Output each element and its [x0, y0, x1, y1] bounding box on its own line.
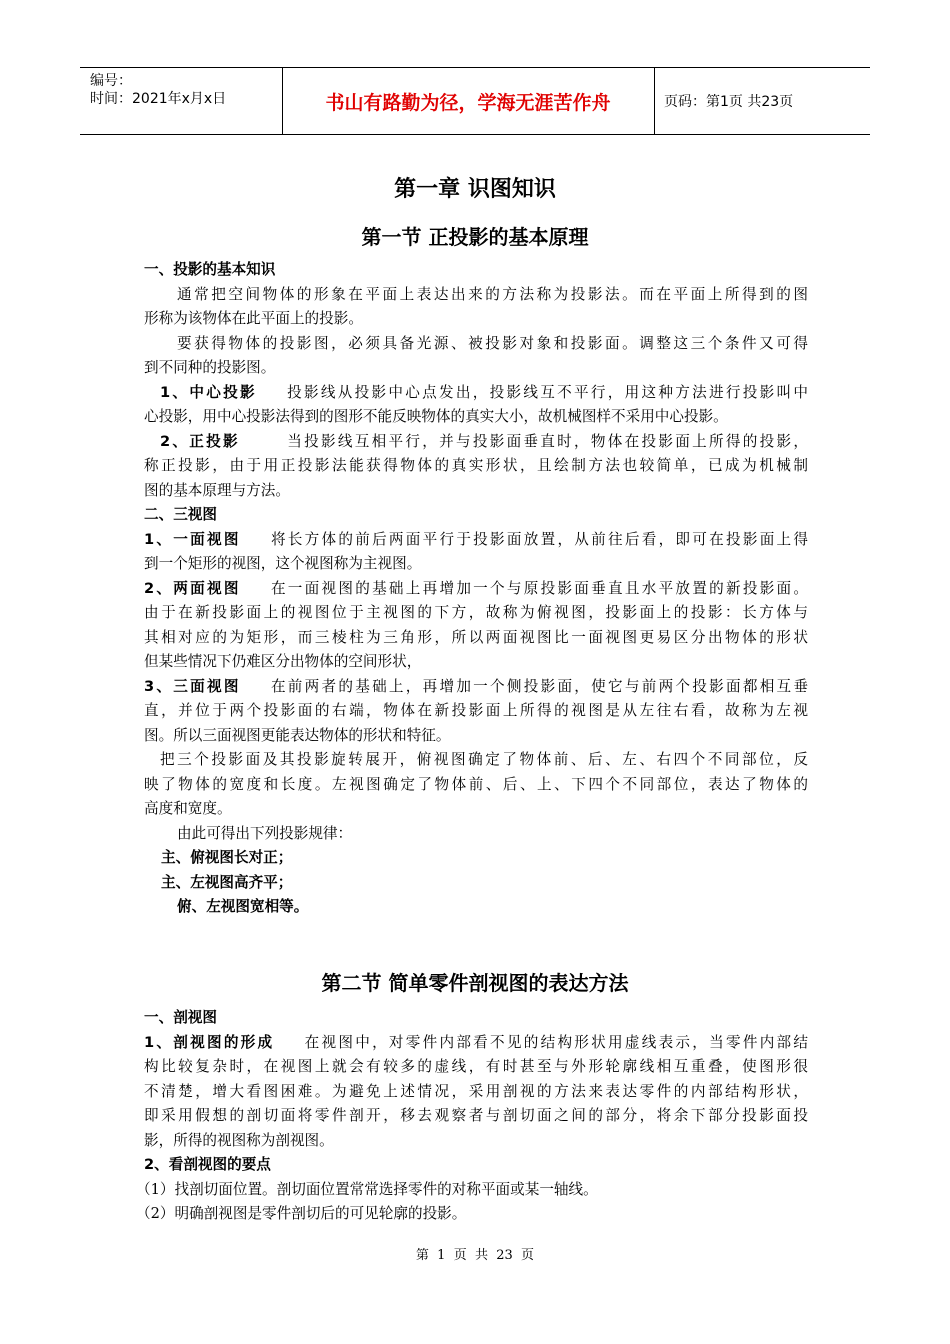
section-title: 第一节 正投影的基本原理	[361, 225, 589, 249]
page-header	[80, 67, 870, 135]
heading: 一、剖视图	[144, 1009, 217, 1026]
paragraph-line: 由于在新投影面上的视图位于主视图的下方，故称为俯视图，投影面上的投影：长方体与	[144, 604, 808, 621]
term-label: 1、一面视图	[144, 530, 241, 548]
chapter-title: 第一章 识图知识	[394, 177, 556, 202]
text: 将长方体的前后两面平行于投影面放置，从前往后看，即可在投影面上得	[268, 530, 808, 548]
text: 在前两者的基础上，再增加一个侧投影面，使它与前两个投影面都相互垂	[268, 677, 808, 695]
heading: 二、三视图	[144, 506, 217, 523]
term-label: 1、中心投影	[160, 383, 257, 401]
term-label: 2、两面视图	[144, 579, 241, 597]
header-meta	[90, 72, 280, 108]
paragraph-line: 不清楚，增大看图困难。为避免上述情况，采用剖视的方法来表达零件的内部结构形状，	[144, 1082, 808, 1100]
paragraph-line	[144, 675, 808, 700]
paragraph-line: 构比较复杂时，在视图上就会有较多的虚线，有时甚至与外形轮廓线相互重叠，使图形很	[144, 1058, 808, 1075]
term-label: 1、剖视图的形成	[144, 1033, 275, 1051]
header-motto: 书山有路勤为径，学海无涯苦作舟	[325, 91, 611, 114]
paragraph-line: 称正投影，由于用正投影法能获得物体的真实形状，且绘制方法也较简单，已成为机械制	[144, 457, 808, 474]
paragraph-line: 到一个矩形的视图，这个视图称为主视图。	[144, 555, 422, 572]
section-title: 第二节 简单零件剖视图的表达方法	[321, 971, 629, 995]
page-footer: 第 1 页 共 23 页	[415, 1248, 535, 1263]
paragraph-line: 但某些情况下仍难区分出物体的空间形状，	[144, 653, 422, 670]
paragraph-line: 其相对应的为矩形，而三棱柱为三角形，所以两面视图比一面视图更易区分出物体的形状	[144, 628, 808, 646]
text: 在视图中，对零件内部看不见的结构形状用虚线表示，当零件内部结	[302, 1033, 808, 1051]
heading: 一、投影的基本知识	[144, 261, 276, 278]
text: 投影线从投影中心点发出，投影线互不平行，用这种方法进行投影叫中	[284, 383, 808, 401]
paragraph-line: 要获得物体的投影图，必须具备光源、被投影对象和投影面。调整这三个条件又可得	[177, 334, 808, 352]
paragraph-line: 图的基本原理与方法。	[144, 481, 290, 499]
paragraph-line: 直，并位于两个投影面的右端，物体在新投影面上所得的视图是从左往右看，故称为左视	[144, 702, 808, 719]
text: 当投影线互相平行，并与投影面垂直时，物体在投影面上所得的投影，	[284, 432, 808, 450]
paragraph-line: 高度和宽度。	[144, 800, 232, 817]
paragraph-line: 图。所以三面视图更能表达物体的形状和特征。	[144, 726, 451, 744]
term-label: 3、三面视图	[144, 677, 241, 695]
paragraph-line	[144, 430, 808, 455]
heading: 2、看剖视图的要点	[144, 1156, 271, 1173]
paragraph-line: 通常把空间物体的形象在平面上表达出来的方法称为投影法。而在平面上所得到的图	[177, 285, 808, 303]
text: 在一面视图的基础上再增加一个与原投影面垂直且水平放置的新投影面。	[268, 579, 808, 597]
section1-body	[144, 258, 808, 920]
section2-body	[136, 1006, 808, 1227]
time-label: 时间：2021年x月x日	[90, 91, 227, 107]
list-item: （2）明确剖视图是零件剖切后的可见轮廓的投影。	[136, 1205, 467, 1222]
term-label: 2、正投影	[160, 432, 240, 450]
header-page-info: 页码：第1页 共23页	[664, 94, 794, 110]
paragraph-line: 映了物体的宽度和长度。左视图确定了物体前、后、上、下四个不同部位，表达了物体的	[144, 775, 808, 793]
paragraph-line	[144, 381, 808, 406]
header-divider	[654, 68, 655, 134]
rule-line: 俯、左视图宽相等。	[177, 898, 309, 915]
paragraph-line	[144, 577, 808, 602]
paragraph-line: 把三个投影面及其投影旋转展开，俯视图确定了物体前、后、左、右四个不同部位，反	[160, 751, 808, 768]
rule-line: 主、左视图高齐平；	[161, 873, 293, 891]
rule-line: 主、俯视图长对正；	[161, 849, 293, 866]
paragraph-line: 即采用假想的剖切面将零件剖开，移去观察者与剖切面之间的部分，将余下部分投影面投	[144, 1107, 808, 1124]
code-label: 编号：	[90, 73, 132, 89]
paragraph-line	[144, 528, 808, 553]
paragraph-line: 影，所得的视图称为剖视图。	[144, 1131, 334, 1149]
paragraph-line	[144, 1031, 808, 1056]
list-item: （1）找剖切面位置。剖切面位置常常选择零件的对称平面或某一轴线。	[136, 1180, 598, 1198]
paragraph-line: 由此可得出下列投影规律：	[177, 824, 353, 842]
paragraph-line: 心投影，用中心投影法得到的图形不能反映物体的真实大小，故机械图样不采用中心投影。	[144, 408, 728, 425]
paragraph-line: 到不同种的投影图。	[144, 359, 276, 376]
paragraph-line: 形称为该物体在此平面上的投影。	[144, 310, 363, 327]
